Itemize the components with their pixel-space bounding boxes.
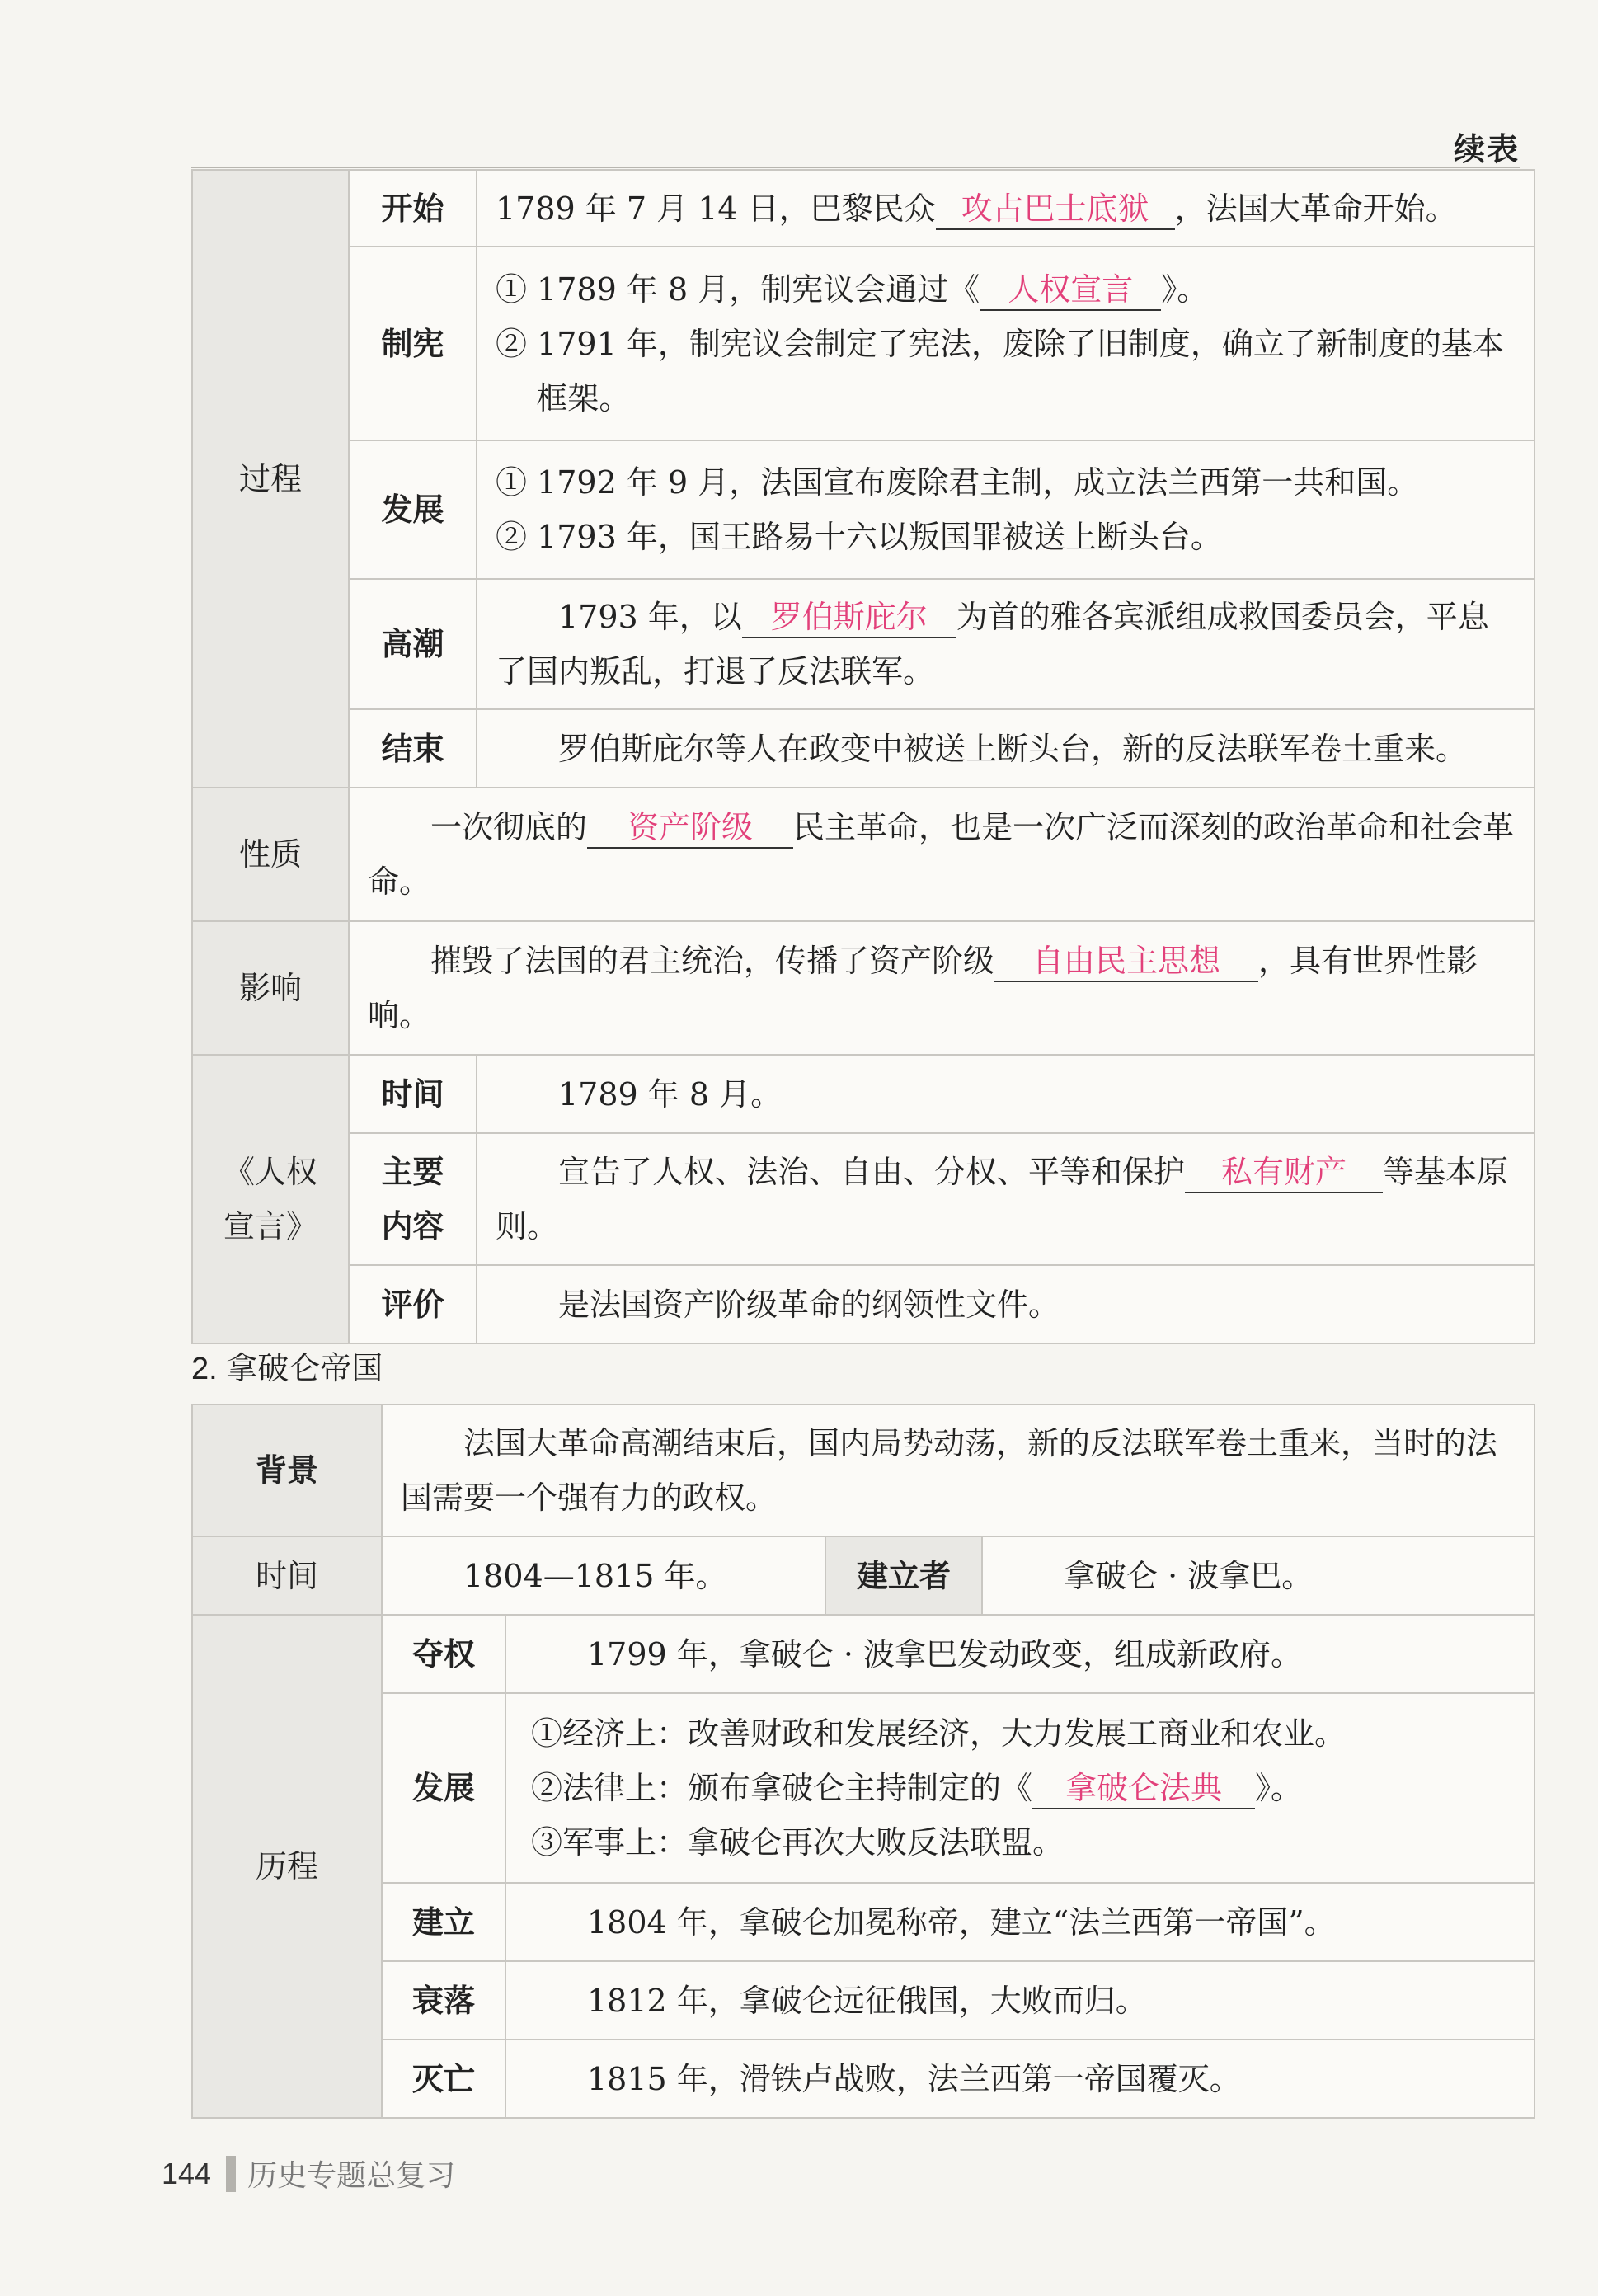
influence-content: 摧毁了法国的君主统治，传播了资产阶级 自由民主思想 ，具有世界性影响。 [349, 921, 1535, 1055]
declaration-time-content: 1789 年 8 月。 [477, 1055, 1535, 1133]
section-title: 2. 拿破仑帝国 [191, 1352, 383, 1386]
category-declaration: 《人权 宣言》 [192, 1055, 349, 1343]
end-content: 罗伯斯庇尔等人在政变中被送上断头台，新的反法联军卷土重来。 [477, 709, 1535, 788]
answer-blank: 拿破仑法典 [1032, 1768, 1255, 1809]
answer-blank: 自由民主思想 [994, 941, 1258, 982]
table-row [192, 1133, 1535, 1265]
table-row [192, 1961, 1535, 2040]
answer-blank: 资产阶级 [587, 807, 793, 849]
table-row [192, 440, 1535, 579]
table-row [192, 1693, 1535, 1883]
subcategory-development: 发展 [349, 440, 477, 579]
development-content: ① 1792 年 9 月，法国宣布废除君主制，成立法兰西第一共和国。 ② 1793 年，国王路易十六以叛国罪被送上断头台。 [477, 440, 1535, 579]
page-number: 144 [162, 2156, 212, 2190]
climax-content: 1793 年，以 罗伯斯庇尔 为首的雅各宾派组成救国委员会，平息了国内叛乱，打退了反法联军。 [477, 579, 1535, 709]
founder-label: 建立者 [825, 1536, 982, 1615]
seize-content: 1799 年，拿破仑 · 波拿巴发动政变，组成新政府。 [505, 1615, 1535, 1693]
start-content: 1789 年 7 月 14 日，巴黎民众 攻占巴士底狱 ，法国大革命开始。 [477, 170, 1535, 247]
category-course: 历程 [192, 1615, 382, 2118]
declaration-evaluation-content: 是法国资产阶级革命的纲领性文件。 [477, 1265, 1535, 1343]
category-background: 背景 [192, 1404, 382, 1536]
table-row [192, 247, 1535, 440]
continued-label: 续表 [1453, 130, 1520, 167]
category-influence: 影响 [192, 921, 349, 1055]
page-footer [162, 2152, 455, 2195]
table-row [192, 1536, 1535, 1615]
answer-blank: 人权宣言 [980, 270, 1161, 311]
table-row [192, 1404, 1535, 1536]
declaration-main-content: 宣告了人权、法治、自由、分权、平等和保护 私有财产 等基本原则。 [477, 1133, 1535, 1265]
nature-content: 一次彻底的 资产阶级 民主革命，也是一次广泛而深刻的政治革命和社会革命。 [349, 788, 1535, 921]
subcategory-development: 发展 [382, 1693, 505, 1883]
table-row [192, 2040, 1535, 2118]
category-time: 时间 [192, 1536, 382, 1615]
subcategory-seize: 夺权 [382, 1615, 505, 1693]
subcategory-evaluation: 评价 [349, 1265, 477, 1343]
table-row [192, 579, 1535, 709]
category-nature: 性质 [192, 788, 349, 921]
subcategory-main-content: 主要 内容 [349, 1133, 477, 1265]
subcategory-time: 时间 [349, 1055, 477, 1133]
background-content: 法国大革命高潮结束后，国内局势动荡，新的反法联军卷土重来，当时的法国需要一个强有力的政权。 [382, 1404, 1535, 1536]
fall-content: 1815 年，滑铁卢战败，法兰西第一帝国覆灭。 [505, 2040, 1535, 2118]
table-row [192, 1265, 1535, 1343]
constitution-content: ① 1789 年 8 月，制宪议会通过《 人权宣言 》。 ② 1791 年，制宪议会制定了宪法，废除了旧制度，确立了新制度的基本框架。 [477, 247, 1535, 440]
footer-divider [226, 2156, 236, 2192]
header-rule [191, 167, 1520, 168]
subcategory-fall: 灭亡 [382, 2040, 505, 2118]
founder-value: 拿破仑 · 波拿巴。 [982, 1536, 1535, 1615]
decline-content: 1812 年，拿破仑远征俄国，大败而归。 [505, 1961, 1535, 2040]
table-row [192, 1615, 1535, 1693]
empire-time-value: 1804—1815 年。 [382, 1536, 825, 1615]
table-row [192, 170, 1535, 247]
subcategory-climax: 高潮 [349, 579, 477, 709]
table-row [192, 921, 1535, 1055]
table-row [192, 1883, 1535, 1961]
subcategory-start: 开始 [349, 170, 477, 247]
napoleon-empire-table [191, 1404, 1535, 2119]
answer-blank: 攻占巴士底狱 [936, 189, 1175, 230]
table-row [192, 788, 1535, 921]
establish-content: 1804 年，拿破仑加冕称帝，建立“法兰西第一帝国”。 [505, 1883, 1535, 1961]
answer-blank: 罗伯斯庇尔 [742, 597, 956, 638]
subcategory-end: 结束 [349, 709, 477, 788]
empire-development-content: ①经济上：改善财政和发展经济，大力发展工商业和农业。 ②法律上：颁布拿破仑主持制定的《 拿破仑法典 》。 ③军事上：拿破仑再次大败反法联盟。 [505, 1693, 1535, 1883]
answer-blank: 私有财产 [1185, 1152, 1383, 1193]
subcategory-establish: 建立 [382, 1883, 505, 1961]
table-row [192, 709, 1535, 788]
category-process: 过程 [192, 170, 349, 788]
book-title: 历史专题总复习 [247, 2158, 456, 2192]
table-row [192, 1055, 1535, 1133]
french-revolution-table [191, 169, 1535, 1344]
subcategory-constitution: 制宪 [349, 247, 477, 440]
subcategory-decline: 衰落 [382, 1961, 505, 2040]
